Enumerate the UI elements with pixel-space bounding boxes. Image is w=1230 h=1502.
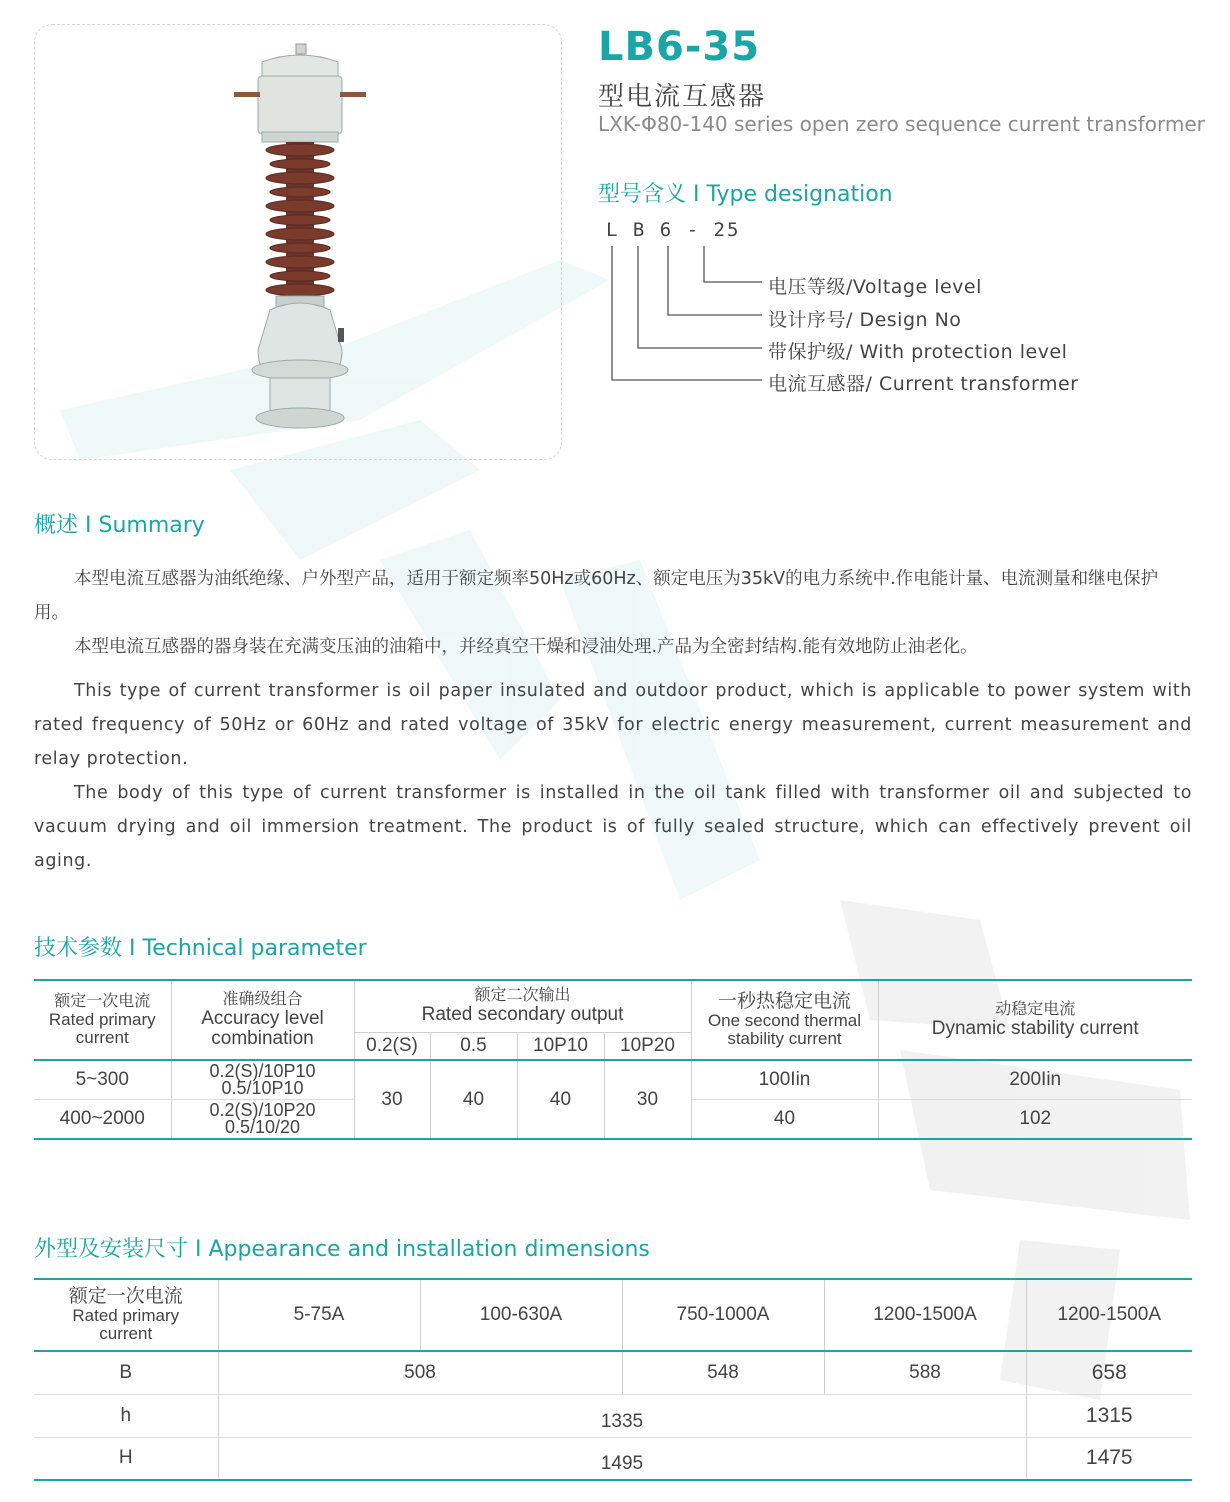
dims-title: 外型及安装尺寸 I Appearance and installation dimensions xyxy=(34,1237,650,1262)
tech-title: 技术参数 I Technical parameter xyxy=(34,936,367,961)
dims-row-h-v1: 1335 xyxy=(218,1394,1026,1437)
dims-title-en: Appearance and installation dimensions xyxy=(208,1237,650,1262)
dims-table xyxy=(34,1278,1192,1481)
dims-row-h-v2: 1315 xyxy=(1026,1394,1192,1437)
designation-code: L B 6 - 25 xyxy=(606,219,741,241)
dims-header-primary: 额定一次电流 Rated primary current xyxy=(34,1279,218,1351)
product-model: LB6-35 xyxy=(598,24,761,70)
dims-row-B-v2: 548 xyxy=(622,1351,824,1394)
dims-col-4: 1200-1500A xyxy=(824,1279,1026,1351)
summary-en-p1: This type of current transformer is oil paper insulated and outdoor product, which is applicable to power system with rated frequency of 50Hz or 60Hz and rated voltage of 35kV for electric energy measurement, current measurement and relay protection. xyxy=(34,681,1192,769)
tech-output-05: 40 xyxy=(430,1060,517,1139)
tech-sub-10p20: 10P20 xyxy=(604,1032,691,1060)
dims-title-cn: 外型及安装尺寸 xyxy=(34,1237,189,1262)
tech-output-02s: 30 xyxy=(354,1060,430,1139)
tech-row2-thermal: 40 xyxy=(691,1099,878,1139)
designation-item-voltage: 电压等级/Voltage level xyxy=(768,276,982,298)
dims-col-2: 100-630A xyxy=(420,1279,622,1351)
designation-item-protection: 带保护级/ With protection level xyxy=(768,341,1068,363)
dims-col-5: 1200-1500A xyxy=(1026,1279,1192,1351)
designation-item-ct: 电流互感器/ Current transformer xyxy=(768,373,1079,395)
product-photo xyxy=(230,40,370,450)
dims-row-B-v1: 508 xyxy=(218,1351,622,1394)
product-name-cn: 型电流互感器 xyxy=(598,82,767,112)
dims-row-H-label: H xyxy=(34,1437,218,1480)
tech-table xyxy=(34,979,1192,1140)
designation-title: 型号含义 I Type designation xyxy=(598,182,893,207)
dims-row-B-label: B xyxy=(34,1351,218,1394)
tech-header-dynamic: 动稳定电流 Dynamic stability current xyxy=(878,980,1192,1060)
dims-col-3: 750-1000A xyxy=(622,1279,824,1351)
tech-header-thermal: 一秒热稳定电流 One second thermal stability current xyxy=(691,980,878,1060)
table-row xyxy=(34,1394,1192,1437)
summary-cn-p1: 本型电流互感器为油纸绝缘、户外型产品，适用于额定频率50Hz或60Hz、额定电压为35kV的电力系统中.作电能计量、电流测量和继电保护用。 xyxy=(34,569,1159,623)
table-row xyxy=(34,1437,1192,1480)
dims-row-h-label: h xyxy=(34,1394,218,1437)
tech-row1-thermal: 100Iin xyxy=(691,1060,878,1099)
dims-row-B-v3: 588 xyxy=(824,1351,1026,1394)
tech-sub-10p10: 10P10 xyxy=(517,1032,604,1060)
summary-cn xyxy=(34,562,1192,664)
table-row xyxy=(34,1060,1192,1099)
table-row xyxy=(34,1351,1192,1394)
tech-row1-dynamic: 200Iin xyxy=(878,1060,1192,1099)
designation-leader-lines xyxy=(600,240,770,390)
tech-title-cn: 技术参数 xyxy=(34,936,123,961)
tech-row1-accuracy: 0.2(S)/10P10 0.5/10P10 xyxy=(171,1060,354,1099)
designation-item-design-no: 设计序号/ Design No xyxy=(768,309,962,331)
tech-output-10p10: 40 xyxy=(517,1060,604,1139)
summary-en-p2: The body of this type of current transformer is installed in the oil tank filled with transformer oil and subjected to vacuum drying and oil immersion treatment. The product is of fully sealed structure, which can effectively prevent oil aging. xyxy=(34,783,1192,871)
tech-output-10p20: 30 xyxy=(604,1060,691,1139)
dims-col-1: 5-75A xyxy=(218,1279,420,1351)
summary-en xyxy=(34,674,1192,878)
tech-sub-02s: 0.2(S) xyxy=(354,1032,430,1060)
tech-row1-primary: 5~300 xyxy=(34,1060,171,1099)
designation-title-en: Type designation xyxy=(706,182,893,207)
tech-header-accuracy: 准确级组合 Accuracy level combination xyxy=(171,980,354,1060)
tech-row2-primary: 400~2000 xyxy=(34,1099,171,1139)
summary-cn-p2: 本型电流互感器的器身装在充满变压油的油箱中，并经真空干燥和浸油处理.产品为全密封结构.能有效地防止油老化。 xyxy=(74,637,978,657)
dims-row-H-v1: 1495 xyxy=(218,1437,1026,1480)
dims-row-B-v4: 658 xyxy=(1026,1351,1192,1394)
tech-title-en: Technical parameter xyxy=(142,936,367,961)
dims-row-H-v2: 1475 xyxy=(1085,1446,1133,1470)
designation-title-cn: 型号含义 xyxy=(598,182,687,207)
tech-row2-accuracy: 0.2(S)/10P20 0.5/10/20 xyxy=(171,1099,354,1139)
tech-row2-dynamic: 102 xyxy=(1019,1107,1052,1129)
summary-title-cn: 概述 xyxy=(34,513,79,538)
tech-header-output: 额定二次输出 Rated secondary output xyxy=(354,980,691,1032)
tech-header-primary: 额定一次电流 Rated primary current xyxy=(34,980,171,1060)
summary-title: 概述 I Summary xyxy=(34,513,205,538)
tech-sub-05: 0.5 xyxy=(430,1032,517,1060)
product-name-en: LXK-Φ80-140 series open zero sequence current transformer xyxy=(598,112,1205,136)
summary-title-en: Summary xyxy=(98,513,205,538)
